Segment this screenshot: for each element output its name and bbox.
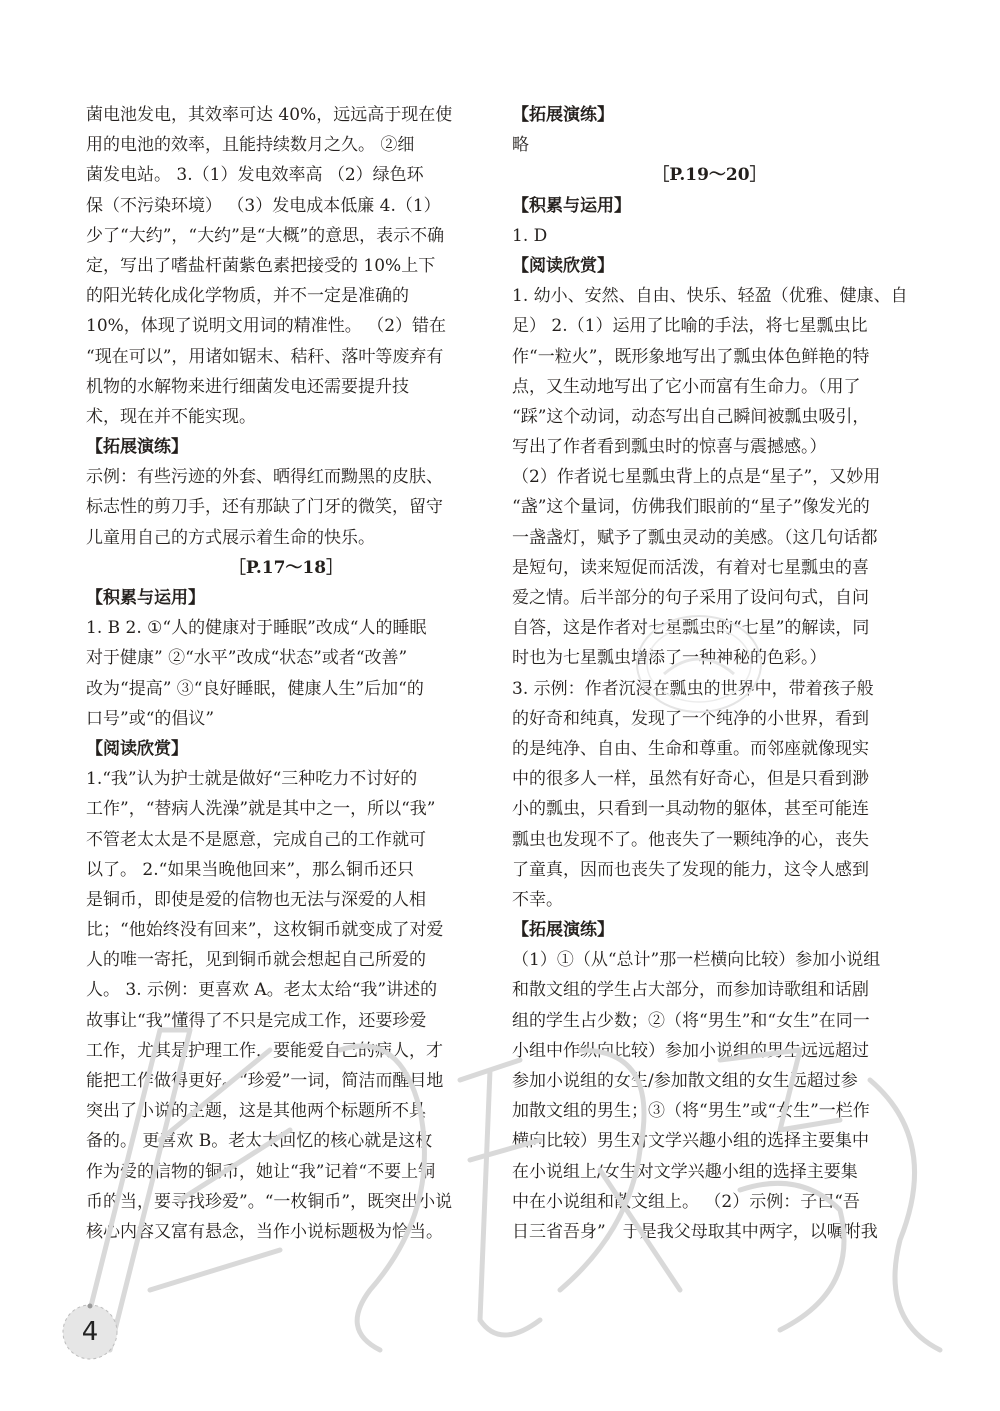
text-line: 口号”或“的倡议” — [86, 708, 215, 729]
text-line: 儿童用自己的方式展示着生命的快乐。 — [86, 527, 375, 548]
text-line: “踩”这个动词，动态写出自己瞬间被瓢虫吸引， — [512, 406, 870, 427]
text-line: 备的。 更喜欢 B。老太太回忆的核心就是这枚 — [86, 1131, 433, 1152]
text-line: 突出了小说的主题，这是其他两个标题所不具 — [86, 1101, 426, 1122]
section-heading: 【拓展演练】 — [512, 920, 614, 941]
text-line: 能把工作做得更好。“珍爱”一词，简洁而醒目地 — [86, 1071, 444, 1091]
text-line: 加散文组的男生；③（将“男生”或“女生”一栏作 — [512, 1101, 870, 1122]
text-line: 工作”，“替病人洗澡”就是其中之一，所以“我” — [86, 799, 436, 820]
right-column — [512, 100, 907, 1247]
text-line: （1）①（从“总计”那一栏横向比较）参加小说组 — [512, 950, 881, 971]
text-line: 工作，尤其是护理工作，要能爱自己的病人，才 — [86, 1040, 443, 1061]
page-range-heading: ［P.19～20］ — [652, 165, 767, 186]
text-line: 菌发电站。 3.（1）发电效率高 （2）绿色环 — [86, 165, 424, 186]
text-line: 1. D — [512, 225, 548, 246]
text-line: 参加小说组的女生/参加散文组的女生远超过参 — [512, 1071, 858, 1091]
text-line: 在小说组上/女生对文学兴趣小组的选择主要集 — [512, 1161, 858, 1182]
text-line: 人。 3. 示例：更喜欢 A。老太太给“我”讲述的 — [86, 980, 438, 1001]
text-line: 用的电池的效率，且能持续数月之久。 ②细 — [86, 135, 415, 156]
text-line: 1. B 2. ①“人的健康对于睡眠”改成“人的睡眠 — [86, 618, 427, 639]
left-column — [86, 100, 486, 1247]
text-line: 定，写出了嗜盐杆菌紫色素把接受的 10%上下 — [86, 255, 436, 276]
text-line: 故事让“我”懂得了不只是完成工作，还要珍爱 — [86, 1010, 427, 1031]
text-line: 爱之情。后半部分的句子采用了设问句式，自问 — [512, 588, 869, 608]
section-heading: 【阅读欣赏】 — [86, 738, 188, 759]
page-number-badge — [60, 1302, 120, 1362]
section-heading: 【拓展演练】 — [86, 437, 188, 458]
text-line: 和散文组的学生占大部分，而参加诗歌组和话剧 — [512, 980, 869, 1001]
text-line: 人的唯一寄托，见到铜币就会想起自己所爱的 — [86, 950, 426, 971]
text-line: 改为“提高” ③“良好睡眠，健康人生”后加“的 — [86, 678, 424, 699]
text-line: 的是纯净、自由、生命和尊重。而邻座就像现实 — [512, 738, 869, 759]
section-heading: 【积累与运用】 — [512, 195, 631, 216]
section-heading: 【阅读欣赏】 — [512, 255, 614, 276]
text-line: 瓢虫也发现不了。他丧失了一颗纯净的心，丧失 — [512, 829, 869, 850]
text-line: 不管老太太是不是愿意，完成自己的工作就可 — [86, 829, 426, 850]
text-line: 菌电池发电，其效率可达 40%，远远高于现在使 — [86, 105, 453, 125]
text-line: 时也为七星瓢虫增添了一种神秘的色彩。） — [512, 648, 827, 669]
text-line: “盏”这个量词，仿佛我们眼前的“星子”像发光的 — [512, 497, 870, 518]
text-line: 对于健康” ②“水平”改成“状态”或者“改善” — [86, 648, 408, 669]
text-line: 中的很多人一样，虽然有好奇心，但是只看到渺 — [512, 769, 869, 790]
text-line: 少了“大约”，“大约”是“大概”的意思，表示不确 — [86, 225, 445, 246]
text-line: 1. 幼小、安然、自由、快乐、轻盈（优雅、健康、自 — [512, 286, 908, 307]
text-line: 略 — [512, 135, 529, 156]
text-line: 币的当，要寻找珍爱”。“一枚铜币”，既突出小说 — [86, 1191, 453, 1212]
text-line: 保（不污染环境） （3）发电成本低廉 4.（1） — [86, 195, 441, 216]
text-line: 以了。 2.“如果当晚他回来”，那么铜币还只 — [86, 859, 415, 880]
page-number: 4 — [81, 1317, 99, 1347]
text-line: 了童真，因而也丧失了发现的能力，这令人感到 — [512, 859, 869, 880]
text-line: 10%，体现了说明文用词的精准性。 （2）错在 — [86, 316, 447, 337]
text-line: 机物的水解物来进行细菌发电还需要提升技 — [86, 376, 409, 397]
text-line: 的好奇和纯真，发现了一个纯净的小世界，看到 — [512, 708, 869, 729]
text-line: 核心内容又富有悬念，当作小说标题极为恰当。 — [86, 1221, 443, 1242]
text-line: 示例：有些污迹的外套、晒得红而黝黑的皮肤、 — [86, 467, 443, 488]
text-line: 作“一粒火”，既形象地写出了瓢虫体色鲜艳的特 — [512, 346, 870, 367]
text-line: 中在小说组和散文组上。 （2）示例：子曰“吾 — [512, 1191, 860, 1212]
text-line: 足） 2.（1）运用了比喻的手法，将七星瓢虫比 — [512, 316, 868, 337]
text-line: 标志性的剪刀手，还有那缺了门牙的微笑，留守 — [86, 497, 443, 518]
text-line: 作为爱的信物的铜币，她让“我”记着“不要上铜 — [86, 1161, 436, 1182]
text-line: 点，又生动地写出了它小而富有生命力。（用了 — [512, 376, 861, 397]
text-line: 术，现在并不能实现。 — [86, 406, 256, 427]
text-line: 自答，这是作者对七星瓢虫的“七星”的解读，同 — [512, 618, 870, 639]
text-line: （2）作者说七星瓢虫背上的点是“星子”，又妙用 — [512, 467, 881, 488]
text-line: “现在可以”，用诸如锯末、秸秆、落叶等废弃有 — [86, 346, 444, 367]
text-line: 组的学生占少数；②（将“男生”和“女生”在同一 — [512, 1010, 870, 1031]
text-line: 3. 示例：作者沉浸在瓢虫的世界中，带着孩子般 — [512, 678, 874, 699]
section-heading: 【拓展演练】 — [512, 105, 614, 125]
text-line: 1.“我”认为护士就是做好“三种吃力不讨好的 — [86, 769, 418, 790]
section-heading: 【积累与运用】 — [86, 588, 205, 608]
text-line: 比；“他始终没有回来”，这枚铜币就变成了对爱 — [86, 920, 444, 941]
text-line: 横向比较）男生对文学兴趣小组的选择主要集中 — [512, 1131, 869, 1152]
page-range-heading: ［P.17～18］ — [228, 557, 344, 578]
text-line: 的阳光转化成化学物质，并不一定是准确的 — [86, 286, 409, 307]
text-line: 是短句，读来短促而活泼，有着对七星瓢虫的喜 — [512, 557, 869, 578]
text-line: 一盏盏灯，赋予了瓢虫灵动的美感。（这几句话都 — [512, 527, 878, 548]
text-line: 是铜币，即使是爱的信物也无法与深爱的人相 — [86, 889, 426, 910]
text-line: 小组中作纵向比较）参加小说组的男生远远超过 — [512, 1040, 869, 1061]
text-line: 写出了作者看到瓢虫时的惊喜与震撼感。） — [512, 437, 827, 458]
text-line: 小的瓢虫，只看到一具动物的躯体，甚至可能连 — [512, 799, 869, 820]
text-line: 日三省吾身”，于是我父母取其中两字，以嘱咐我 — [512, 1221, 878, 1242]
text-line: 不幸。 — [512, 889, 563, 910]
